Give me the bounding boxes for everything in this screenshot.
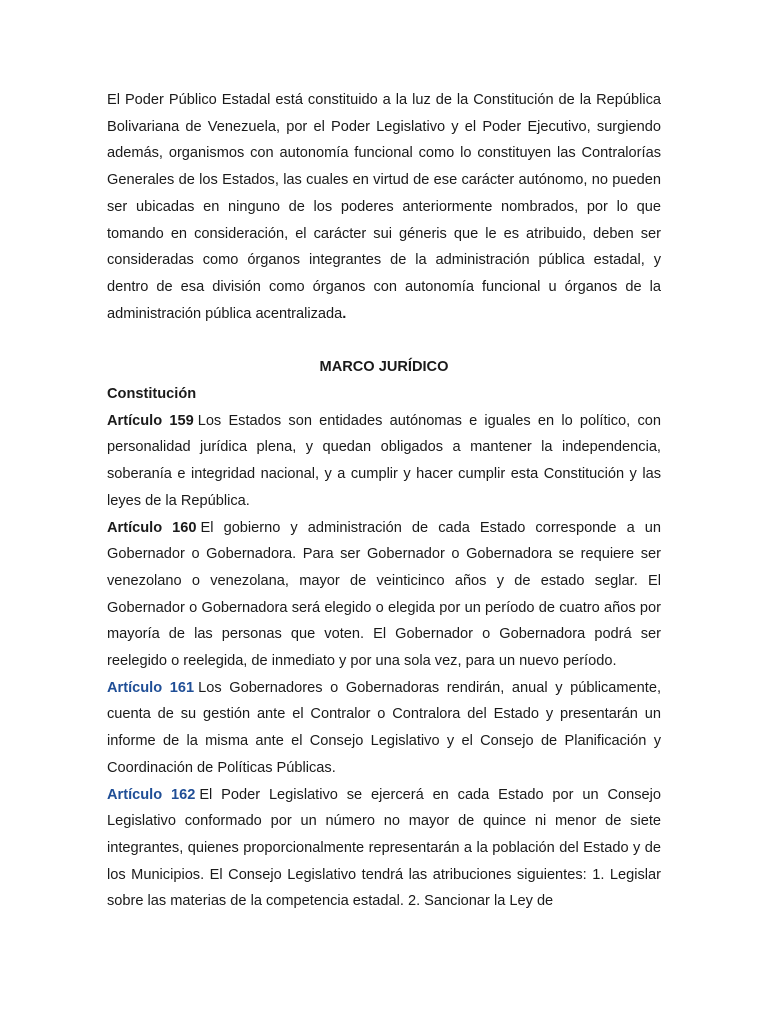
article-159 — [107, 408, 661, 515]
intro-text: El Poder Público Estadal está constituido a la luz de la Constitución de la República Bolivariana de Venezuela, por el Poder Legislativo y el Poder Ejecutivo, surgiendo además, organismos con autonomía funcional como lo constituyen las Contralorías Generales de los Estados, las cuales en virtud de ese carácter autónomo, no pueden ser ubicadas en ninguno de los poderes anteriormente nombrados, por lo que tomando en consideración, el carácter sui géneris que le es atribuido, deben ser consideradas como órganos integrantes de la administración pública estadal, y dentro de esa división como órganos con autonomía funcional u órganos de la administración pública acentralizada — [107, 92, 661, 322]
article-text: El gobierno y administración de cada Estado corresponde a un Gobernador o Gobernadora. Para ser Gobernador o Gobernadora se requiere ser venezolano o venezolana, mayor de veinticinco años y de estado seglar. El Gobernador o Gobernadora será elegido o elegida por un período de cuatro años por mayoría de las personas que voten. El Gobernador o Gobernadora podrá ser reelegido o reelegida, de inmediato y por una sola vez, para un nuevo período. — [107, 519, 661, 670]
intro-end-punct: . — [342, 305, 347, 322]
article-label: Artículo 160 — [107, 519, 197, 536]
document-body — [107, 87, 661, 915]
article-link[interactable]: Artículo 162 — [107, 786, 196, 803]
intro-paragraph — [107, 87, 661, 327]
article-text: El Poder Legislativo se ejercerá en cada Estado por un Consejo Legislativo conformado por un número no mayor de quince ni menor de siete integrantes, quienes proporcionalmente representarán a la población del Estado y de los Municipios. El Consejo Legislativo tendrá las atribuciones siguientes: 1. Legislar sobre las materias de la competencia estadal. 2. Sancionar la Ley de — [107, 786, 661, 910]
article-text: Los Gobernadores o Gobernadoras rendirán, anual y públicamente, cuenta de su gestión ante el Contralor o Contralora del Estado y presentarán un informe de la misma ante el Consejo Legislativo y el Consejo de Planificación y Coordinación de Políticas Públicas. — [107, 679, 661, 776]
article-label: Artículo 159 — [107, 412, 194, 429]
section-heading: MARCO JURÍDICO — [319, 359, 449, 376]
article-160 — [107, 515, 661, 675]
article-162 — [107, 782, 661, 916]
section-subheading: Constitución — [107, 386, 197, 403]
article-text: Los Estados son entidades autónomas e iguales en lo político, con personalidad jurídica plena, y quedan obligados a mantener la independencia, soberanía e integridad nacional, y a cumplir y hacer cumplir esta Constitución y las leyes de la República. — [107, 412, 661, 509]
article-link[interactable]: Artículo 161 — [107, 679, 195, 696]
article-161 — [107, 675, 661, 782]
